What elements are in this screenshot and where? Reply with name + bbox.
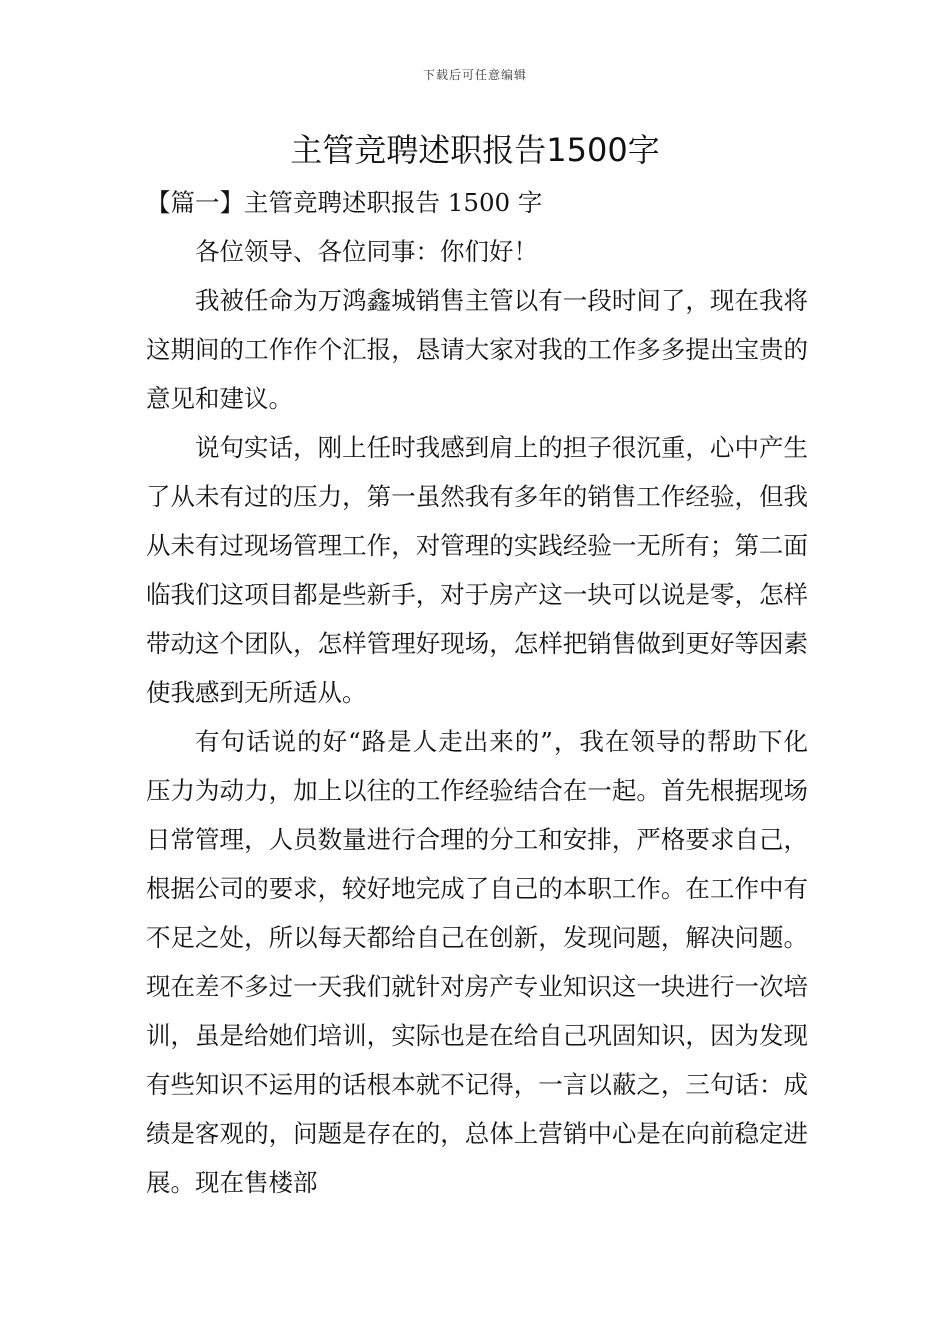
body-paragraph: 有句话说的好“路是人走出来的”，我在领导的帮助下化压力为动力，加上以往的工作经验结合在一起。首先根据现场日常管理，人员数量进行合理的分工和安排，严格要求自己，根据公司的要求，较好地完成了自己的本职工作。在工作中有不足之处，所以每天都给自己在创新，发现问题，解决问题。现在差不多过一天我们就针对房产专业知识这一块进行一次培训，虽是给她们培训，实际也是在给自己巩固知识，因为发现有些知识不运用的话根本就不记得，一言以蔽之，三句话：成绩是客观的，问题是存在的，总体上营销中心是在向前稳定进展。现在售楼部 — [146, 727, 808, 1197]
header-note: 下载后可任意编辑 — [422, 68, 527, 82]
body-paragraph: 我被任命为万鸿鑫城销售主管以有一段时间了，现在我将这期间的工作作个汇报，恳请大家对我的工作多多提出宝贵的意见和建议。 — [146, 286, 808, 413]
document-body — [146, 178, 808, 1207]
greeting-paragraph: 各位领导、各位同事：你们好！ — [195, 237, 538, 266]
document-title: 主管竞聘述职报告1500字 — [290, 131, 660, 169]
body-paragraph: 说句实话，刚上任时我感到肩上的担子很沉重，心中产生了从未有过的压力，第一虽然我有多年的销售工作经验，但我从未有过现场管理工作，对管理的实践经验一无所有；第二面临我们这项目都是些新手，对于房产这一块可以说是零，怎样带动这个团队，怎样管理好现场，怎样把销售做到更好等因素使我感到无所适从。 — [146, 433, 808, 707]
section-heading: 【篇一】主管竞聘述职报告 1500 字 — [146, 188, 543, 217]
